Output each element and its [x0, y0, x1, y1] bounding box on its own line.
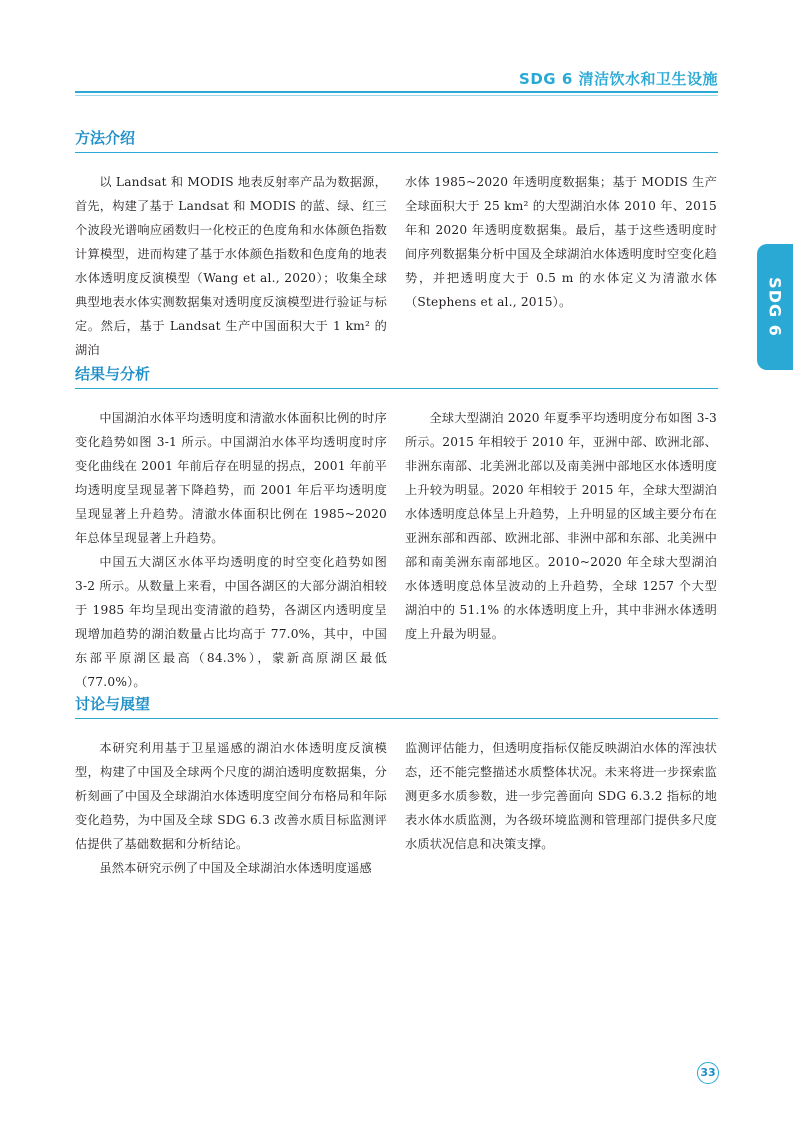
- paragraph: 虽然本研究示例了中国及全球湖泊水体透明度遥感: [99, 861, 372, 875]
- methods-right-column: [405, 170, 717, 314]
- running-header-title: SDG 6 清洁饮水和卫生设施: [519, 70, 718, 88]
- section-heading-methods: [75, 128, 718, 153]
- paragraph: 监测评估能力，但透明度指标仅能反映湖泊水体的浑浊状态，还不能完整描述水质整体状况。未来将进一步探索监测更多水质参数，进一步完善面向 SDG 6.3.2 指标的地表水体水质监测，为各级环境监测和管理部门提供多尺度水质状况信息和决策支撑。: [405, 741, 717, 851]
- paragraph: 中国五大湖区水体平均透明度的时空变化趋势如图 3-2 所示。从数量上来看，中国各湖区的大部分湖泊相较于 1985 年均呈现出变清澈的趋势，各湖区内透明度呈现增加趋势的湖泊数量占比均高于 77.0%，其中，中国东部平原湖区最高（84.3%），蒙新高原湖区最低（77.0%）。: [75, 555, 387, 689]
- section-heading-discussion: [75, 694, 718, 719]
- sdg-side-tab: [757, 244, 793, 370]
- paragraph: 本研究利用基于卫星遥感的湖泊水体透明度反演模型，构建了中国及全球两个尺度的湖泊透明度数据集，分析刻画了中国及全球湖泊水体透明度空间分布格局和年际变化趋势，为中国及全球 SDG 6.3 改善水质目标监测评估提供了基础数据和分析结论。: [75, 741, 387, 851]
- paragraph: 中国湖泊水体平均透明度和清澈水体面积比例的时序变化趋势如图 3-1 所示。中国湖泊水体平均透明度时序变化曲线在 2001 年前后存在明显的拐点，2001 年前平均透明度呈现显著下降趋势，而 2001 年后平均透明度呈现显著上升趋势。清澈水体面积比例在 1985~2020 年总体呈现显著上升趋势。: [75, 411, 387, 545]
- side-tab-label: SDG 6: [765, 277, 785, 337]
- results-right-column: [405, 406, 717, 646]
- section-title-methods: 方法介绍: [75, 129, 136, 147]
- results-left-column: [75, 406, 387, 694]
- section-title-discussion: 讨论与展望: [75, 695, 151, 713]
- paragraph: 水体 1985~2020 年透明度数据集；基于 MODIS 生产全球面积大于 25 km² 的大型湖泊水体 2010 年、2015 年和 2020 年透明度数据集。最后，基于这些透明度时间序列数据集分析中国及全球湖泊水体透明度时空变化趋势，并把透明度大于 0.5 m 的水体定义为清澈水体（Stephens et al., 2015）。: [405, 175, 717, 309]
- discussion-right-column: [405, 736, 717, 856]
- methods-left-column: [75, 170, 387, 362]
- discussion-left-column: [75, 736, 387, 880]
- section-title-results: 结果与分析: [75, 365, 151, 383]
- header-rule: [75, 91, 718, 93]
- paragraph: 以 Landsat 和 MODIS 地表反射率产品为数据源，首先，构建了基于 Landsat 和 MODIS 的蓝、绿、红三个波段光谱响应函数归一化校正的色度角和水体颜色指数计算模型，进而构建了基于水体颜色指数和色度角的地表水体透明度反演模型（Wang et al., 2020）；收集全球典型地表水体实测数据集对透明度反演模型进行验证与标定。然后，基于 Landsat 生产中国面积大于 1 km² 的湖泊: [75, 175, 387, 357]
- section-heading-results: [75, 364, 718, 389]
- header-rule-thin: [75, 95, 718, 96]
- paragraph: 全球大型湖泊 2020 年夏季平均透明度分布如图 3-3 所示。2015 年相较于 2010 年，亚洲中部、欧洲北部、非洲东南部、北美洲北部以及南美洲中部地区水体透明度上升较为明显。2020 年相较于 2015 年，全球大型湖泊水体透明度总体呈上升趋势，上升明显的区域主要分布在亚洲东部和西部、欧洲北部、非洲中部和东部、北美洲中部和南美洲东南部地区。2010~2020 年全球大型湖泊水体透明度总体呈波动的上升趋势，全球 1257 个大型湖泊中的 51.1% 的水体透明度上升，其中非洲水体透明度上升最为明显。: [405, 411, 717, 641]
- page-number: 33: [697, 1062, 719, 1084]
